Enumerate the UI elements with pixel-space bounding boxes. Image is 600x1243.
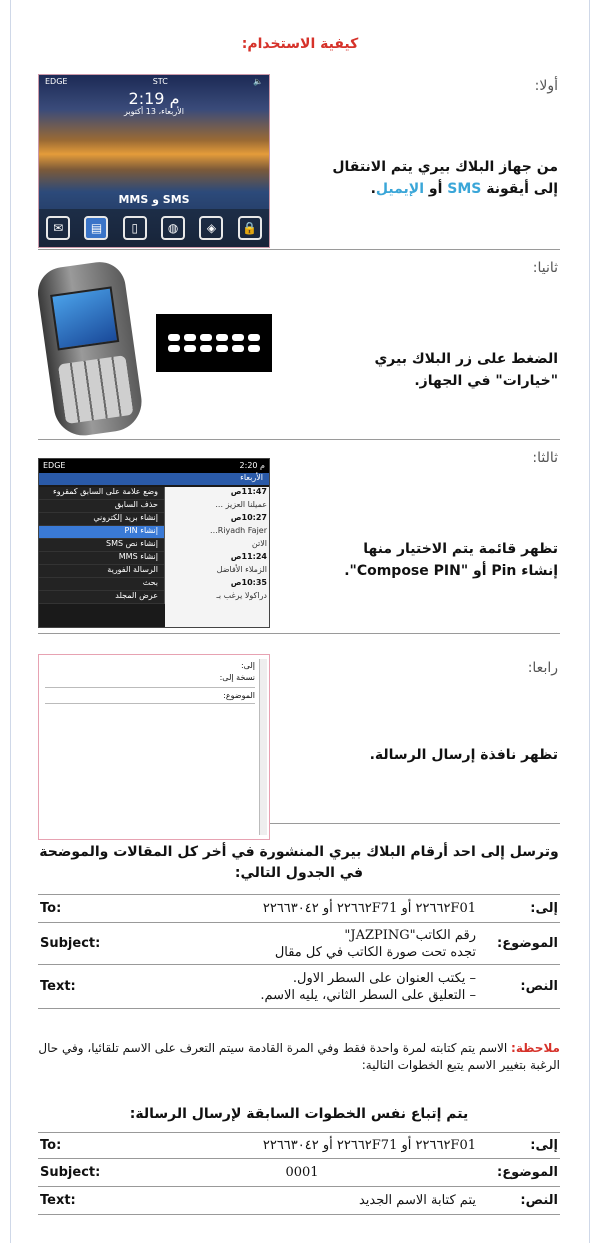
row-label-en: Subject: bbox=[38, 1159, 158, 1187]
menu-item-compose-pin[interactable]: إنشاء PIN bbox=[39, 526, 164, 539]
lock-icon: 🔒 bbox=[238, 216, 262, 240]
compose-screen-image bbox=[38, 654, 270, 840]
row-label-ar: الموضوع: bbox=[486, 923, 560, 965]
message-time: 11:47ص bbox=[230, 487, 267, 496]
options-menu bbox=[39, 487, 165, 604]
step-4 bbox=[38, 634, 560, 824]
phone-keypad bbox=[58, 355, 134, 424]
step-1-text: من جهاز البلاك بيري يتم الانتقال إلى أيقونة SMS أو الإيميل. bbox=[332, 159, 558, 197]
step-3-text: تظهر قائمة يتم الاختيار منها إنشاء Pin أو "Compose PIN". bbox=[344, 541, 558, 579]
row-label-ar: النص: bbox=[486, 1187, 560, 1215]
step-4-text: تظهر نافذة إرسال الرسالة. bbox=[369, 747, 558, 763]
message-list bbox=[165, 487, 270, 627]
page-title: كيفية الاستخدام: bbox=[241, 36, 359, 52]
step-3 bbox=[38, 440, 560, 634]
icon-dock bbox=[39, 209, 269, 247]
messenger-icon: ◈ bbox=[199, 216, 223, 240]
carrier-label: STC bbox=[152, 77, 168, 86]
note bbox=[38, 1040, 560, 1074]
clock-time: 2:20 م bbox=[239, 461, 265, 470]
menu-item[interactable]: حذف السابق bbox=[39, 500, 164, 513]
step-1 bbox=[38, 68, 560, 250]
instructions-table-2 bbox=[38, 1132, 560, 1215]
mail-icon: ✉ bbox=[46, 216, 70, 240]
table-row bbox=[38, 1187, 560, 1215]
menu-item[interactable]: عرض المجلد bbox=[39, 591, 164, 604]
row-label-ar: إلى: bbox=[486, 895, 560, 923]
table-row bbox=[38, 1159, 560, 1187]
sms-icon: ▤ bbox=[84, 216, 108, 240]
row-value: – يكتب العنوان على السطر الاول. – التعليق على السطر الثاني، يليه الاسم. bbox=[158, 965, 486, 1009]
menu-item[interactable]: بحث bbox=[39, 578, 164, 591]
step-2-label: ثانيا: bbox=[532, 260, 558, 276]
table-row bbox=[38, 895, 560, 923]
row-label-en: To: bbox=[38, 895, 158, 923]
sms-link[interactable]: SMS bbox=[447, 181, 482, 197]
speaker-icon: 🔈 bbox=[253, 77, 263, 86]
row-label-en: Subject: bbox=[38, 923, 158, 965]
scrollbar[interactable] bbox=[259, 659, 267, 835]
table2-intro: يتم إتباع نفس الخطوات السابقة لإرسال الرسالة: bbox=[129, 1106, 469, 1122]
instructions-table-1 bbox=[38, 894, 560, 1009]
menu-item[interactable]: إنشاء MMS bbox=[39, 552, 164, 565]
step-4-label: رابعا: bbox=[527, 660, 558, 676]
blackberry-logo bbox=[156, 314, 272, 372]
message-preview: Riyadh Fajer... bbox=[210, 526, 267, 535]
divider bbox=[45, 703, 255, 704]
message-preview: الاتن bbox=[251, 539, 267, 548]
message-preview: عميلنا العزيز ... bbox=[215, 500, 267, 509]
menu-item[interactable]: إنشاء نص SMS bbox=[39, 539, 164, 552]
message-time: 11:24ص bbox=[230, 552, 267, 561]
to-field[interactable]: إلى: bbox=[240, 661, 255, 670]
message-preview: دراكولا يرغب بـ bbox=[216, 591, 267, 600]
subject-field[interactable]: الموضوع: bbox=[223, 691, 255, 700]
step-2-text: الضغط على زر البلاك بيري "خيارات" في الجهاز. bbox=[374, 351, 558, 389]
row-value: 0001 bbox=[158, 1159, 486, 1187]
step-2 bbox=[38, 250, 560, 440]
row-label-en: Text: bbox=[38, 965, 158, 1009]
note-text: الاسم يتم كتابته لمرة واحدة فقط وفي المرة القادمة سيتم التعرف على الاسم تلقائيا، وفي حال الرغبة بتغيير الاسم يتبع الخطوات التالية: bbox=[38, 1041, 560, 1072]
message-time: 10:27ص bbox=[230, 513, 267, 522]
row-label-ar: الموضوع: bbox=[486, 1159, 560, 1187]
row-label-ar: النص: bbox=[486, 965, 560, 1009]
cc-field[interactable]: نسخة إلى: bbox=[219, 673, 255, 682]
screen-header: الأربعاء bbox=[39, 473, 269, 485]
email-link[interactable]: الإيميل bbox=[375, 181, 424, 197]
menu-item[interactable]: الرسالة الفورية bbox=[39, 565, 164, 578]
network-label: EDGE bbox=[45, 77, 68, 86]
table1-intro: وترسل إلى احد أرقام البلاك بيري المنشورة في أخر كل المقالات والموضحة في الجدول التالي: bbox=[39, 844, 559, 881]
row-value: ٢٢٦٦٢F01 أو ٢٢٦٦٢F71 أو ٢٢٦٦٣٠٤٢ bbox=[158, 895, 486, 923]
sms-mms-caption: SMS و MMS bbox=[118, 193, 190, 206]
message-preview: الزملاء الأفاضل bbox=[216, 565, 267, 574]
browser-icon: ◍ bbox=[161, 216, 185, 240]
message-time: 10:35ص bbox=[230, 578, 267, 587]
blackberry-phone-image bbox=[35, 259, 146, 440]
row-label-ar: إلى: bbox=[486, 1133, 560, 1159]
table-row bbox=[38, 1133, 560, 1159]
step-1-label: أولا: bbox=[534, 78, 558, 94]
row-label-en: Text: bbox=[38, 1187, 158, 1215]
row-value: يتم كتابة الاسم الجديد bbox=[158, 1187, 486, 1215]
clock-date: الأربعاء، 13 أكتوبر bbox=[123, 107, 184, 116]
clock-time: 2:19 م bbox=[128, 89, 180, 108]
row-label-en: To: bbox=[38, 1133, 158, 1159]
table-row bbox=[38, 923, 560, 965]
menu-item[interactable]: وضع علامة على السابق كمقروء bbox=[39, 487, 164, 500]
table-row bbox=[38, 965, 560, 1009]
home-screen-image bbox=[38, 74, 270, 248]
phone-screen bbox=[50, 286, 119, 350]
divider bbox=[45, 687, 255, 688]
note-label: ملاحظة: bbox=[511, 1041, 560, 1055]
row-value: ٢٢٦٦٢F01 أو ٢٢٦٦٢F71 أو ٢٢٦٦٣٠٤٢ bbox=[158, 1133, 486, 1159]
contacts-icon: ▯ bbox=[123, 216, 147, 240]
row-value: رقم الكاتب"JAZPING" تجده تحت صورة الكاتب في كل مقال bbox=[158, 923, 486, 965]
menu-screen-image bbox=[38, 458, 270, 628]
step-3-label: ثالثا: bbox=[532, 450, 558, 466]
menu-item[interactable]: إنشاء بريد إلكتروني bbox=[39, 513, 164, 526]
network-label: EDGE bbox=[43, 461, 66, 470]
